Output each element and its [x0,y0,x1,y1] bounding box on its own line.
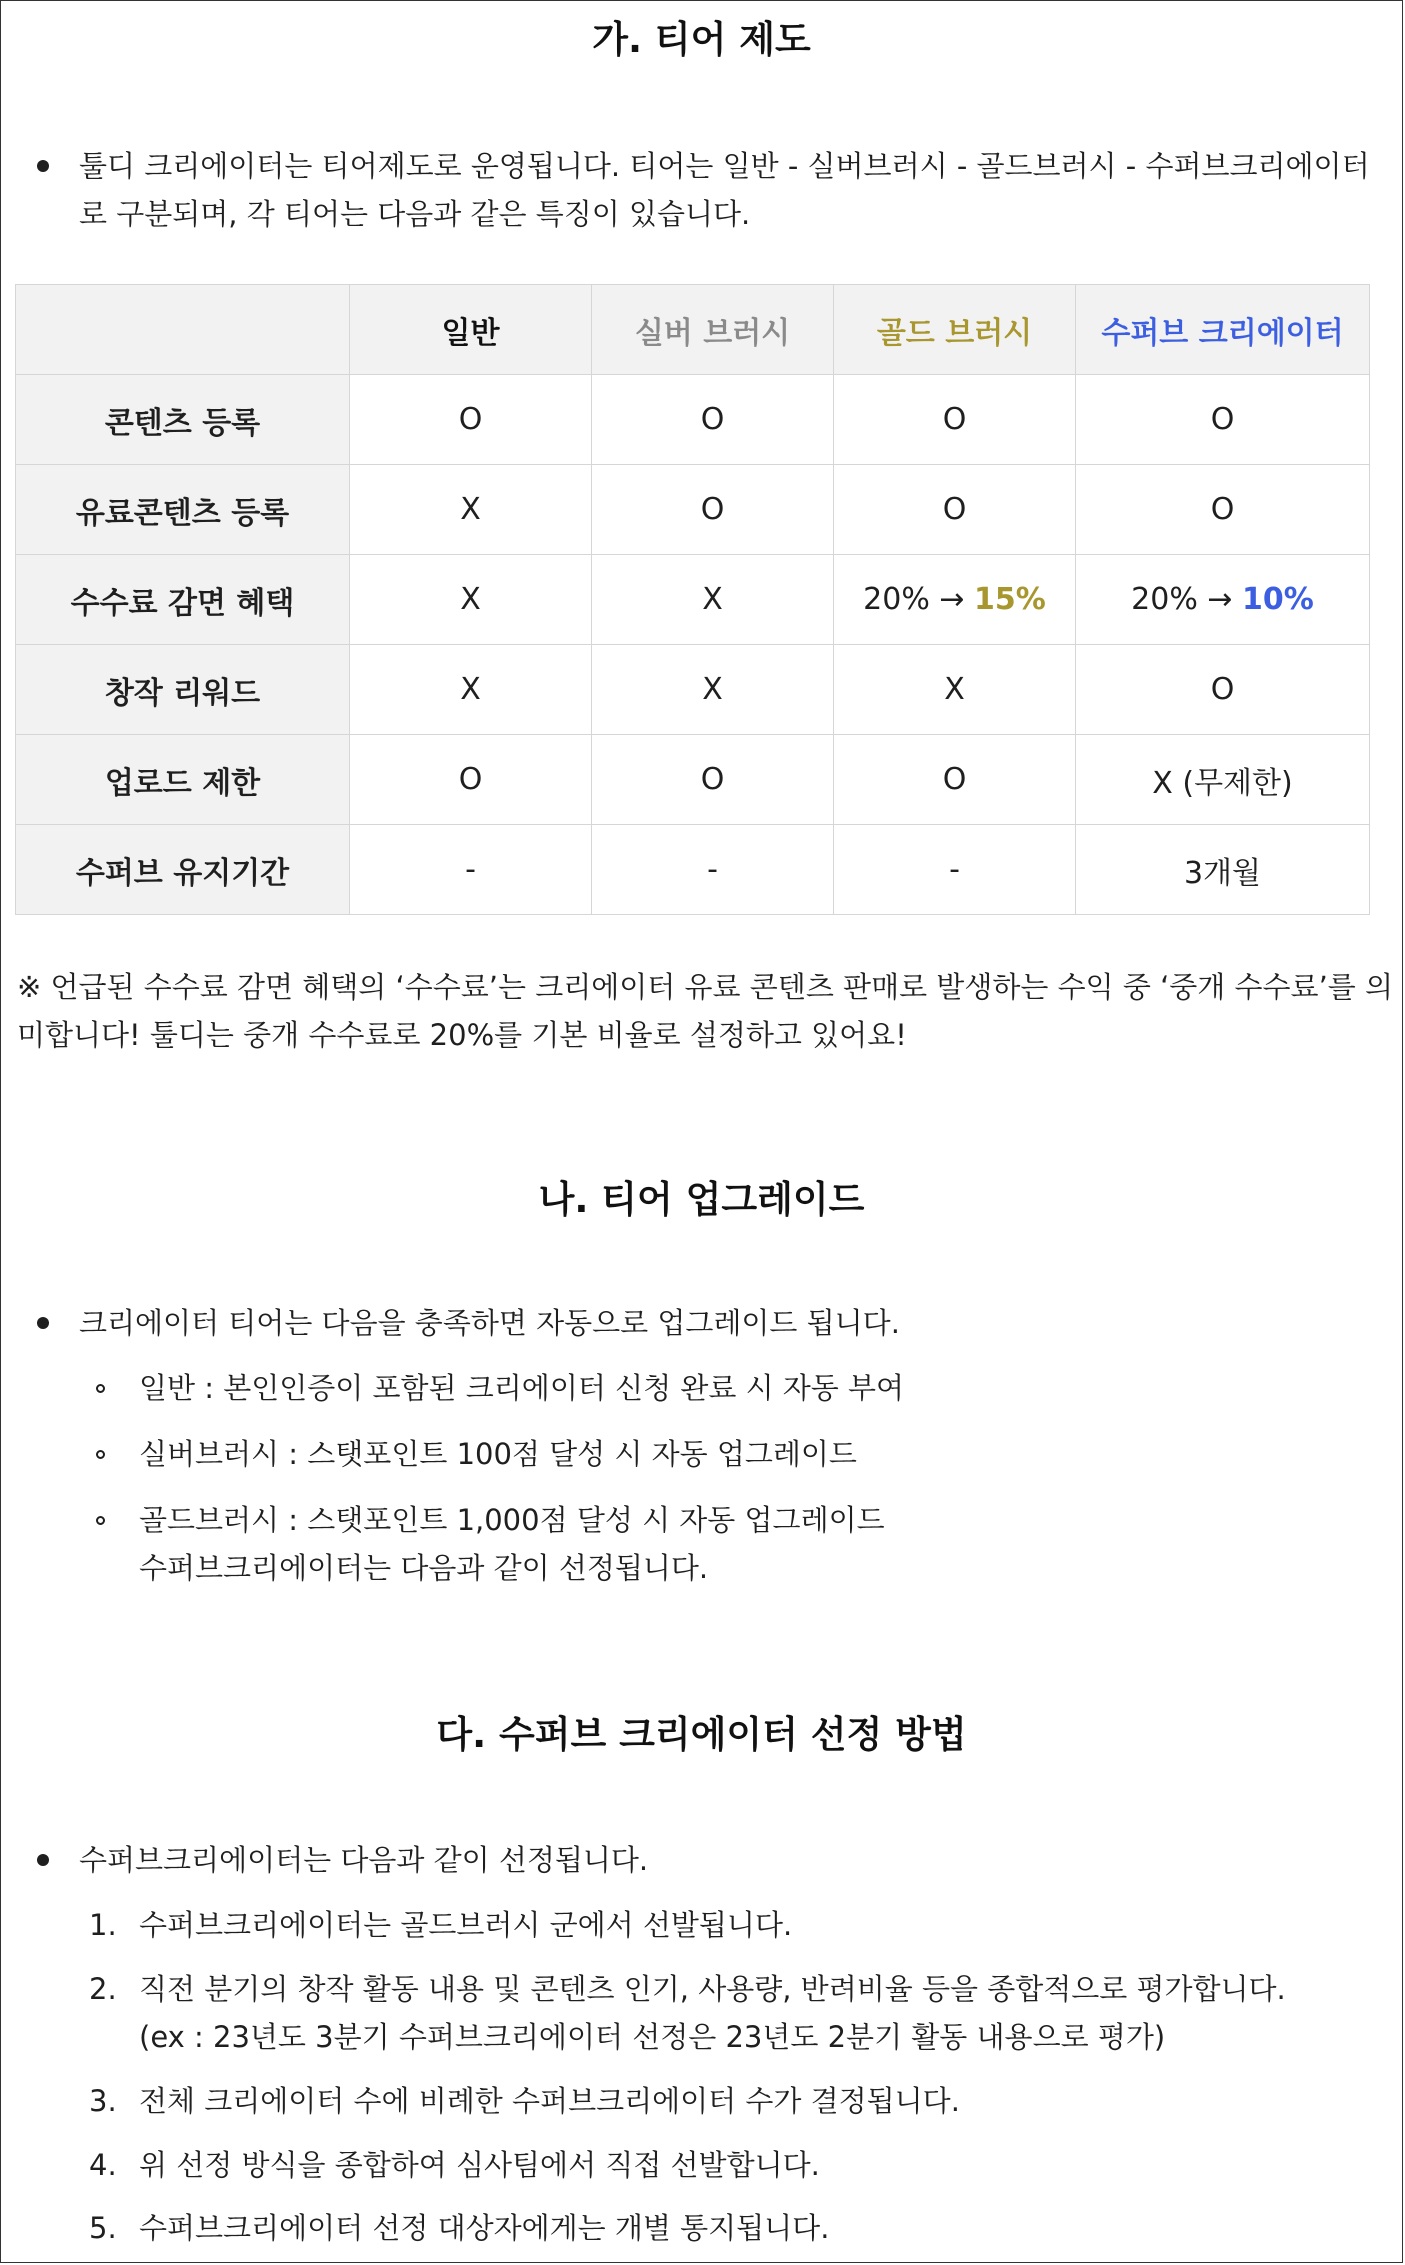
table-row [16,375,1370,465]
table-cell: O [1076,375,1370,465]
sub-bullet-circle [96,1516,105,1525]
upgrade-bullet-text: 크리에이터 티어는 다음을 충족하면 자동으로 업그레이드 됩니다. [79,1306,900,1340]
table-cell: O [1076,645,1370,735]
header-silver-brush: 실버 브러시 [592,285,834,375]
table-cell: O [834,735,1076,825]
bullet-dot [37,1317,49,1329]
table-cell: O [592,375,834,465]
table-cell: O [1076,465,1370,555]
sub-item-text: 실버브러시 : 스탯포인트 100점 달성 시 자동 업그레이드 [139,1437,857,1471]
table-cell: O [350,375,592,465]
section-title-superb-selection: 다. 수퍼브 크리에이터 선정 방법 [436,1713,967,1756]
list-item-continuation: (ex : 23년도 3분기 수퍼브크리에이터 선정은 23년도 2분기 활동 내용으로 평가) [139,2020,1166,2054]
sub-bullet-circle [96,1384,105,1393]
row-label: 업로드 제한 [16,735,350,825]
table-header-row [16,285,1370,375]
list-number: 2. [89,1972,117,2006]
sub-item-text: 골드브러시 : 스탯포인트 1,000점 달성 시 자동 업그레이드 [139,1503,885,1537]
table-cell: - [834,825,1076,915]
fee-base-gold: 20% → [863,582,975,617]
list-item-text: 수퍼브크리에이터 선정 대상자에게는 개별 통지됩니다. [139,2211,830,2245]
fee-note-line1: ※ 언급된 수수료 감면 혜택의 ‘수수료’는 크리에이터 유료 콘텐츠 판매로 발생하는 수익 중 ‘중개 수수료’를 의 [17,970,1394,1004]
section-title-tier-upgrade: 나. 티어 업그레이드 [538,1178,865,1221]
table-cell: X [350,465,592,555]
row-label: 수수료 감면 혜택 [16,555,350,645]
row-label: 창작 리워드 [16,645,350,735]
bullet-dot [37,1854,49,1866]
row-label: 콘텐츠 등록 [16,375,350,465]
fee-base-super: 20% → [1131,582,1243,617]
list-number: 1. [89,1908,117,1942]
row-label: 수퍼브 유지기간 [16,825,350,915]
table-cell-fee-gold [834,555,1076,645]
table-cell: X [350,645,592,735]
intro-text-line1: 툴디 크리에이터는 티어제도로 운영됩니다. 티어는 일반 - 실버브러시 - 골드브러시 - 수퍼브크리에이터 [79,149,1370,183]
table-cell: O [592,465,834,555]
table-cell: X [350,555,592,645]
bullet-dot [37,160,49,172]
table-cell: X [592,555,834,645]
header-empty [16,285,350,375]
fee-reduced-super: 10% [1242,582,1314,617]
header-superb-creator: 수퍼브 크리에이터 [1076,285,1370,375]
table-row [16,465,1370,555]
row-label: 유료콘텐츠 등록 [16,465,350,555]
table-row [16,645,1370,735]
section-title-tier-system: 가. 티어 제도 [592,18,811,61]
list-number: 4. [89,2148,117,2182]
fee-reduced-gold: 15% [974,582,1046,617]
header-general: 일반 [350,285,592,375]
list-item-text: 전체 크리에이터 수에 비례한 수퍼브크리에이터 수가 결정됩니다. [139,2084,960,2118]
table-cell: X [592,645,834,735]
table-cell: - [350,825,592,915]
table-row [16,555,1370,645]
intro-text-line2: 로 구분되며, 각 티어는 다음과 같은 특징이 있습니다. [79,197,751,231]
list-item-text: 위 선정 방식을 종합하여 심사팀에서 직접 선발합니다. [139,2148,820,2182]
list-item-text: 직전 분기의 창작 활동 내용 및 콘텐츠 인기, 사용량, 반려비율 등을 종합적으로 평가합니다. [139,1972,1286,2006]
table-cell: X (무제한) [1076,735,1370,825]
table-row [16,825,1370,915]
fee-note-line2: 미합니다! 툴디는 중개 수수료로 20%를 기본 비율로 설정하고 있어요! [17,1018,907,1052]
header-gold-brush: 골드 브러시 [834,285,1076,375]
tier-comparison-table [15,284,1370,915]
selection-bullet-text: 수퍼브크리에이터는 다음과 같이 선정됩니다. [79,1843,649,1877]
list-item-text: 수퍼브크리에이터는 골드브러시 군에서 선발됩니다. [139,1908,793,1942]
sub-item-text: 일반 : 본인인증이 포함된 크리에이터 신청 완료 시 자동 부여 [139,1371,905,1405]
table-cell-fee-super [1076,555,1370,645]
table-cell: O [834,375,1076,465]
sub-item-continuation: 수퍼브크리에이터는 다음과 같이 선정됩니다. [139,1551,709,1585]
sub-bullet-circle [96,1450,105,1459]
table-cell: - [592,825,834,915]
table-cell: O [350,735,592,825]
list-number: 3. [89,2084,117,2118]
table-row [16,735,1370,825]
table-cell: O [592,735,834,825]
table-cell: X [834,645,1076,735]
table-cell: O [834,465,1076,555]
table-cell: 3개월 [1076,825,1370,915]
list-number: 5. [89,2211,117,2245]
